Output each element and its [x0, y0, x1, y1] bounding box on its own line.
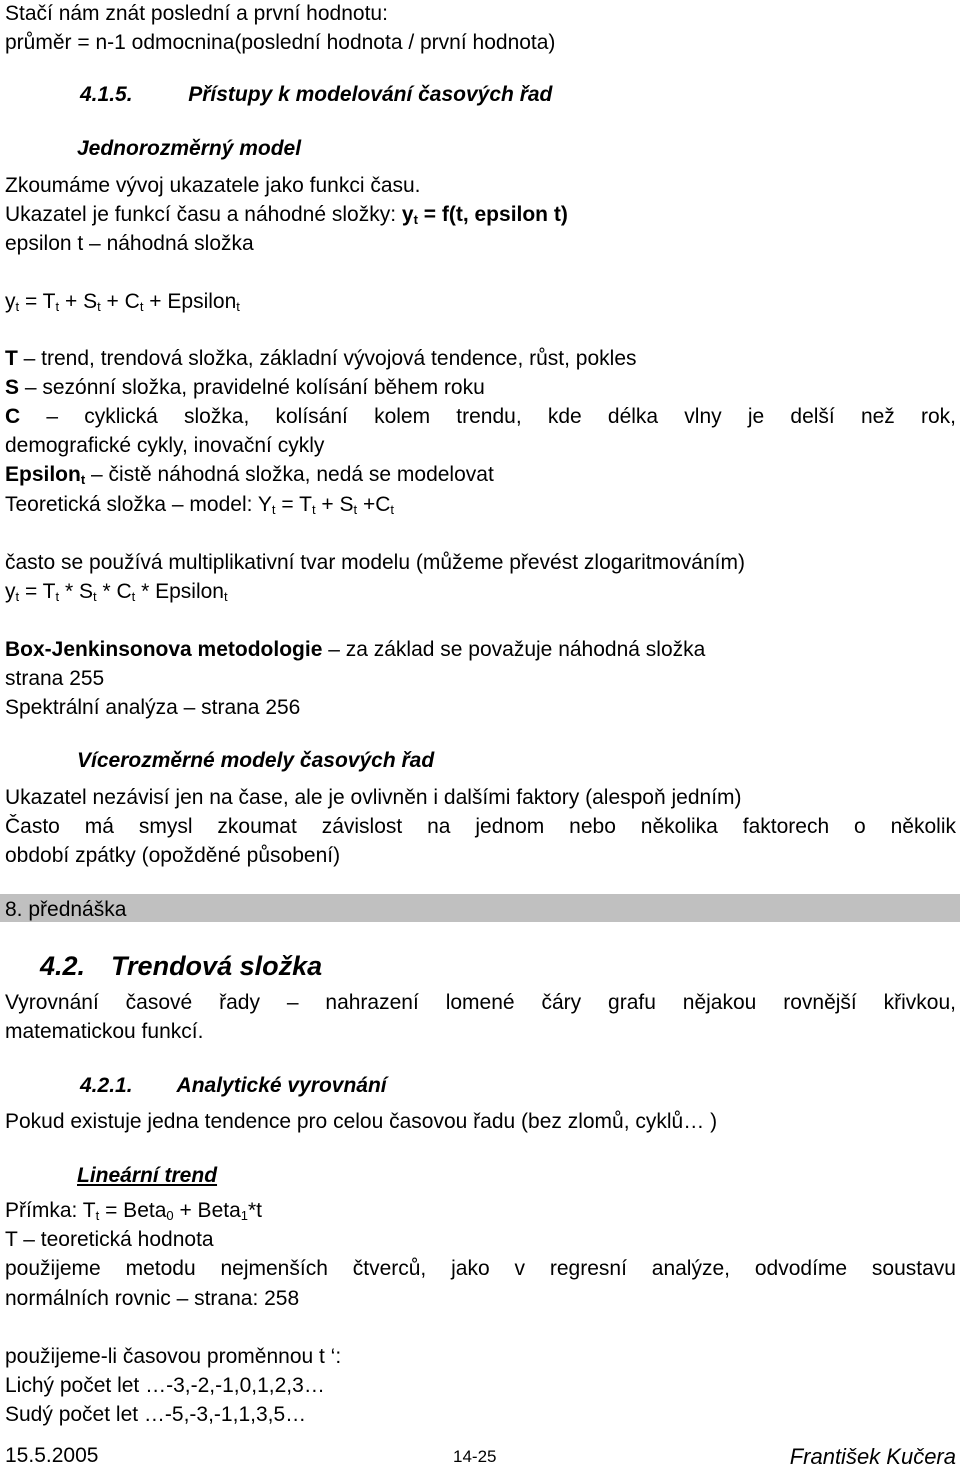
component-epsilon: Epsilon$_t$ – čistě náhodná složka, nedá se modelovat [5, 463, 494, 487]
section-4-2-1-line-1: Pokud existuje jedna tendence pro celou časovou řadu (bez zlomů, cyklů… ) [5, 1110, 718, 1133]
component-trend: T – trend, trendová složka, základní vývojová tendence, růst, pokles [5, 347, 637, 370]
component-seasonal: S – sezónní složka, pravidelné kolísání během roku [5, 376, 485, 399]
page-footer [5, 1444, 956, 1470]
section-4-2-heading: 4.2. Trendová složka [40, 951, 323, 981]
multivariate-line-1: Ukazatel nezávisí jen na čase, ale je ovlivněn i dalšími faktory (alespoň jedním) [5, 786, 742, 809]
time-variable-line-1: použijeme-li časovou proměnnou t ‘: [5, 1345, 342, 1368]
box-jenkins-line: Box-Jenkinsonova metodologie – za základ se považuje náhodná složka [5, 638, 706, 661]
linear-trend-formula: Přímka: $T_t$ = Beta$_0$ + Beta$_1$*t [5, 1199, 263, 1223]
multiplicative-line: často se používá multiplikativní tvar modelu (můžeme převést zlogaritmováním) [5, 551, 745, 574]
linear-trend-title: Lineární trend [77, 1164, 218, 1187]
linear-trend-line-3: použijeme metodu nejmenších čtverců, jako v regresní analýze, odvodíme soustavu [5, 1257, 956, 1280]
intro-line-2: průměr = n-1 odmocnina(poslední hodnota / první hodnota) [5, 31, 556, 54]
univariate-line-3: epsilon t – náhodná složka [5, 232, 254, 255]
additive-formula: $y_t = T_t + S_t + C_t$ + Epsilon$_t$ [5, 290, 240, 314]
time-variable-line-3: Sudý počet let …-5,-3,-1,1,3,5… [5, 1403, 307, 1426]
lecture-label: 8. přednáška [5, 898, 127, 921]
section-4-1-5-heading [80, 82, 956, 107]
univariate-model-title: Jednorozměrný model [77, 137, 302, 160]
component-cyclic-cont: demografické cykly, inovační cykly [5, 434, 325, 457]
multivariate-line-2: Často má smysl zkoumat závislost na jednom nebo několika faktorech o několik [5, 815, 956, 838]
footer-page-number: 14-25 [453, 1447, 497, 1466]
linear-trend-line-2: T – teoretická hodnota [5, 1228, 214, 1251]
box-jenkins-page: strana 255 [5, 667, 105, 690]
section-title: Přístupy k modelování časových řad [188, 83, 553, 106]
section-4-2-line-2: matematickou funkcí. [5, 1020, 204, 1043]
univariate-line-2: Ukazatel je funkcí času a náhodné složky: $y_t = f(t$, epsilon t) [5, 203, 568, 227]
footer-author: František Kučera [789, 1444, 956, 1469]
time-variable-line-2: Lichý počet let …-3,-2,-1,0,1,2,3… [5, 1374, 325, 1397]
linear-trend-line-4: normálních rovnic – strana: 258 [5, 1287, 300, 1310]
spectral-analysis: Spektrální analýza – strana 256 [5, 696, 301, 719]
component-cyclic: C – cyklická složka, kolísání kolem trendu, kde délka vlny je delší než rok, [5, 405, 956, 428]
theoretical-model: Teoretická složka – model: $Y_t = T_t + S_t +C_t$ [5, 493, 395, 517]
multivariate-title: Vícerozměrné modely časových řad [77, 749, 435, 772]
section-number: 4.1.5. [80, 83, 133, 106]
section-4-2-line-1: Vyrovnání časové řady – nahrazení lomené čáry grafu nějakou rovnější křivkou, [5, 991, 956, 1014]
footer-date: 15.5.2005 [5, 1444, 99, 1467]
multiplicative-formula: $y_t = T_t * S_t * C_t$ * Epsilon$_t$ [5, 580, 228, 604]
multivariate-line-3: období zpátky (opožděné působení) [5, 844, 341, 867]
univariate-line-1: Zkoumáme vývoj ukazatele jako funkci času. [5, 174, 421, 197]
section-4-2-1-heading: 4.2.1. Analytické vyrovnání [80, 1074, 387, 1097]
intro-line-1: Stačí nám znát poslední a první hodnotu: [5, 2, 388, 25]
